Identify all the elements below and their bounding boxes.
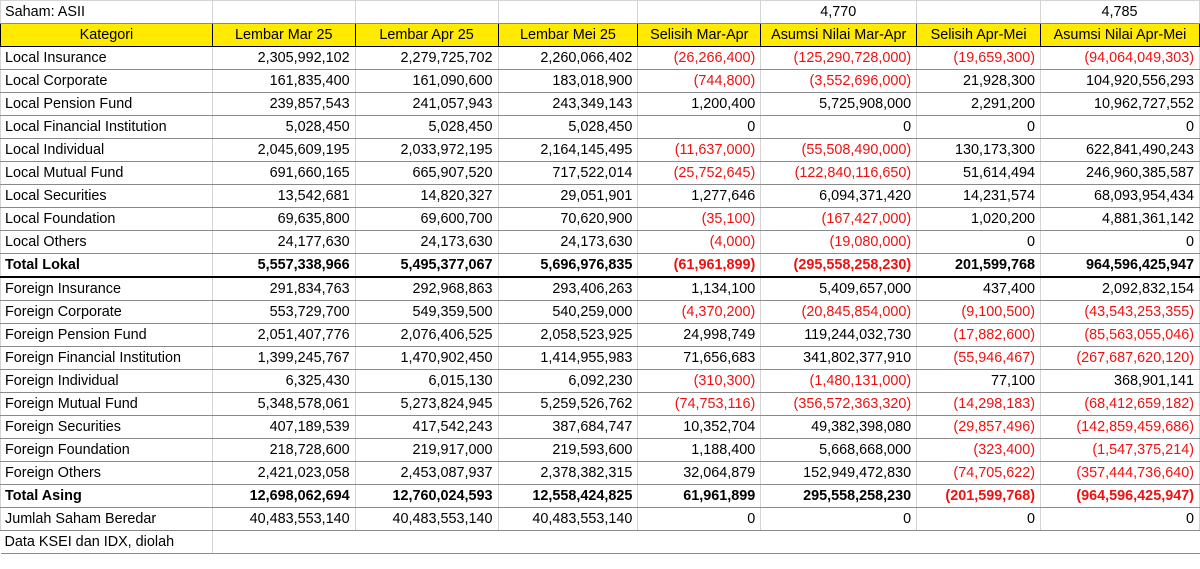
cell-asumsi-mar-apr[interactable]: (356,572,363,320) xyxy=(761,393,917,416)
cell-selisih-apr-mei[interactable]: 1,020,200 xyxy=(917,208,1041,231)
cell-asumsi-apr-mei[interactable]: (85,563,055,046) xyxy=(1041,324,1200,347)
cell-lembar-apr[interactable]: 2,076,406,525 xyxy=(355,324,498,347)
cell-kategori[interactable]: Foreign Insurance xyxy=(1,277,213,301)
empty-cell[interactable] xyxy=(498,531,638,554)
cell-asumsi-mar-apr[interactable]: (20,845,854,000) xyxy=(761,301,917,324)
cell-lembar-mei[interactable]: 243,349,143 xyxy=(498,93,638,116)
table-row xyxy=(1,70,1200,93)
cell-selisih-apr-mei[interactable]: 21,928,300 xyxy=(917,70,1041,93)
cell-selisih-apr-mei[interactable]: 14,231,574 xyxy=(917,185,1041,208)
cell-lembar-mei[interactable]: 24,173,630 xyxy=(498,231,638,254)
cell-selisih-mar-apr[interactable]: (35,100) xyxy=(638,208,761,231)
cell-lembar-mei[interactable]: 40,483,553,140 xyxy=(498,508,638,531)
cell-selisih-mar-apr[interactable]: 32,064,879 xyxy=(638,462,761,485)
cell-lembar-mar[interactable]: 13,542,681 xyxy=(212,185,355,208)
cell-lembar-mar[interactable]: 161,835,400 xyxy=(212,70,355,93)
table-row xyxy=(1,301,1200,324)
sheet-title[interactable]: Saham: ASII xyxy=(1,1,213,24)
table-row xyxy=(1,116,1200,139)
cell-kategori[interactable]: Foreign Pension Fund xyxy=(1,324,213,347)
cell-asumsi-mar-apr[interactable]: (167,427,000) xyxy=(761,208,917,231)
cell-lembar-mei[interactable]: 1,414,955,983 xyxy=(498,347,638,370)
cell-selisih-apr-mei[interactable]: (14,298,183) xyxy=(917,393,1041,416)
cell-asumsi-apr-mei[interactable]: 622,841,490,243 xyxy=(1041,139,1200,162)
cell-lembar-mei[interactable]: 183,018,900 xyxy=(498,70,638,93)
cell-lembar-mei[interactable]: 219,593,600 xyxy=(498,439,638,462)
cell-lembar-apr[interactable]: 5,273,824,945 xyxy=(355,393,498,416)
cell-lembar-apr[interactable]: 12,760,024,593 xyxy=(355,485,498,508)
cell-selisih-apr-mei[interactable]: 51,614,494 xyxy=(917,162,1041,185)
cell-selisih-mar-apr[interactable]: (4,000) xyxy=(638,231,761,254)
cell-lembar-apr[interactable]: 24,173,630 xyxy=(355,231,498,254)
cell-asumsi-mar-apr[interactable]: (1,480,131,000) xyxy=(761,370,917,393)
cell-kategori[interactable]: Total Asing xyxy=(1,485,213,508)
cell-asumsi-apr-mei[interactable]: (1,547,375,214) xyxy=(1041,439,1200,462)
cell-kategori[interactable]: Foreign Securities xyxy=(1,416,213,439)
cell-lembar-apr[interactable]: 5,495,377,067 xyxy=(355,254,498,278)
cell-lembar-mar[interactable]: 24,177,630 xyxy=(212,231,355,254)
cell-asumsi-mar-apr[interactable]: (19,080,000) xyxy=(761,231,917,254)
cell-selisih-apr-mei[interactable]: 130,173,300 xyxy=(917,139,1041,162)
header-asumsi-mar-apr[interactable]: Asumsi Nilai Mar-Apr xyxy=(761,24,917,47)
cell-selisih-apr-mei[interactable]: (17,882,600) xyxy=(917,324,1041,347)
cell-lembar-mar[interactable]: 2,051,407,776 xyxy=(212,324,355,347)
cell-asumsi-apr-mei[interactable]: 68,093,954,434 xyxy=(1041,185,1200,208)
cell-lembar-mei[interactable]: 6,092,230 xyxy=(498,370,638,393)
cell-lembar-mei[interactable]: 5,028,450 xyxy=(498,116,638,139)
table-row xyxy=(1,439,1200,462)
cell-asumsi-apr-mei[interactable]: 246,960,385,587 xyxy=(1041,162,1200,185)
cell-lembar-mar[interactable]: 239,857,543 xyxy=(212,93,355,116)
cell-kategori[interactable]: Foreign Corporate xyxy=(1,301,213,324)
cell-asumsi-apr-mei[interactable]: 4,881,361,142 xyxy=(1041,208,1200,231)
table-row xyxy=(1,185,1200,208)
cell-lembar-apr[interactable]: 69,600,700 xyxy=(355,208,498,231)
cell-kategori[interactable]: Foreign Foundation xyxy=(1,439,213,462)
table-row xyxy=(1,93,1200,116)
cell-lembar-mar[interactable]: 1,399,245,767 xyxy=(212,347,355,370)
title-row xyxy=(1,1,1200,24)
cell-selisih-mar-apr[interactable]: (26,266,400) xyxy=(638,47,761,70)
cell-lembar-mei[interactable]: 540,259,000 xyxy=(498,301,638,324)
cell-kategori[interactable]: Local Pension Fund xyxy=(1,93,213,116)
cell-selisih-apr-mei[interactable]: (201,599,768) xyxy=(917,485,1041,508)
cell-asumsi-apr-mei[interactable]: 104,920,556,293 xyxy=(1041,70,1200,93)
cell-selisih-mar-apr[interactable]: 1,277,646 xyxy=(638,185,761,208)
cell-selisih-apr-mei[interactable]: 2,291,200 xyxy=(917,93,1041,116)
cell-selisih-mar-apr[interactable]: 0 xyxy=(638,116,761,139)
cell-kategori[interactable]: Local Mutual Fund xyxy=(1,162,213,185)
table-row xyxy=(1,508,1200,531)
cell-lembar-apr[interactable]: 665,907,520 xyxy=(355,162,498,185)
cell-asumsi-mar-apr[interactable]: 152,949,472,830 xyxy=(761,462,917,485)
cell-asumsi-mar-apr[interactable]: 6,094,371,420 xyxy=(761,185,917,208)
cell-selisih-apr-mei[interactable]: (9,100,500) xyxy=(917,301,1041,324)
cell-kategori[interactable]: Foreign Financial Institution xyxy=(1,347,213,370)
cell-selisih-mar-apr[interactable]: (25,752,645) xyxy=(638,162,761,185)
cell-asumsi-apr-mei[interactable]: (43,543,253,355) xyxy=(1041,301,1200,324)
table-row xyxy=(1,208,1200,231)
cell-lembar-apr[interactable]: 1,470,902,450 xyxy=(355,347,498,370)
cell-lembar-mar[interactable]: 5,557,338,966 xyxy=(212,254,355,278)
table-row xyxy=(1,47,1200,70)
cell-lembar-mar[interactable]: 2,421,023,058 xyxy=(212,462,355,485)
cell-selisih-mar-apr[interactable]: (4,370,200) xyxy=(638,301,761,324)
cell-asumsi-mar-apr[interactable]: 5,725,908,000 xyxy=(761,93,917,116)
empty-cell[interactable] xyxy=(355,1,498,24)
total-row xyxy=(1,485,1200,508)
table-row xyxy=(1,139,1200,162)
header-row xyxy=(1,24,1200,47)
cell-selisih-mar-apr[interactable]: 1,188,400 xyxy=(638,439,761,462)
cell-lembar-mar[interactable]: 6,325,430 xyxy=(212,370,355,393)
cell-lembar-mar[interactable]: 2,305,992,102 xyxy=(212,47,355,70)
cell-lembar-apr[interactable]: 241,057,943 xyxy=(355,93,498,116)
cell-asumsi-apr-mei[interactable]: (142,859,459,686) xyxy=(1041,416,1200,439)
header-asumsi-apr-mei[interactable]: Asumsi Nilai Apr-Mei xyxy=(1041,24,1200,47)
cell-lembar-mei[interactable]: 2,378,382,315 xyxy=(498,462,638,485)
cell-lembar-mei[interactable]: 2,058,523,925 xyxy=(498,324,638,347)
cell-lembar-mei[interactable]: 2,260,066,402 xyxy=(498,47,638,70)
table-row xyxy=(1,416,1200,439)
header-lembar-mei[interactable]: Lembar Mei 25 xyxy=(498,24,638,47)
cell-selisih-apr-mei[interactable]: (19,659,300) xyxy=(917,47,1041,70)
cell-lembar-mar[interactable]: 291,834,763 xyxy=(212,277,355,301)
cell-asumsi-apr-mei[interactable]: 0 xyxy=(1041,116,1200,139)
cell-lembar-mar[interactable]: 553,729,700 xyxy=(212,301,355,324)
cell-lembar-apr[interactable]: 292,968,863 xyxy=(355,277,498,301)
footnote[interactable]: Data KSEI dan IDX, diolah xyxy=(1,531,213,554)
cell-lembar-apr[interactable]: 161,090,600 xyxy=(355,70,498,93)
cell-asumsi-mar-apr[interactable]: (295,558,258,230) xyxy=(761,254,917,278)
cell-lembar-apr[interactable]: 2,453,087,937 xyxy=(355,462,498,485)
empty-cell[interactable] xyxy=(498,1,638,24)
cell-selisih-mar-apr[interactable]: (310,300) xyxy=(638,370,761,393)
cell-lembar-apr[interactable]: 417,542,243 xyxy=(355,416,498,439)
cell-lembar-mar[interactable]: 40,483,553,140 xyxy=(212,508,355,531)
cell-kategori[interactable]: Total Lokal xyxy=(1,254,213,278)
cell-selisih-apr-mei[interactable]: 0 xyxy=(917,116,1041,139)
cell-selisih-apr-mei[interactable]: (29,857,496) xyxy=(917,416,1041,439)
cell-lembar-mei[interactable]: 293,406,263 xyxy=(498,277,638,301)
cell-lembar-mar[interactable]: 218,728,600 xyxy=(212,439,355,462)
header-selisih-apr-mei[interactable]: Selisih Apr-Mei xyxy=(917,24,1041,47)
cell-lembar-mei[interactable]: 387,684,747 xyxy=(498,416,638,439)
cell-kategori[interactable]: Foreign Others xyxy=(1,462,213,485)
cell-selisih-mar-apr[interactable]: (11,637,000) xyxy=(638,139,761,162)
cell-selisih-mar-apr[interactable]: 1,134,100 xyxy=(638,277,761,301)
cell-lembar-mar[interactable]: 69,635,800 xyxy=(212,208,355,231)
cell-kategori[interactable]: Jumlah Saham Beredar xyxy=(1,508,213,531)
cell-asumsi-apr-mei[interactable]: (964,596,425,947) xyxy=(1041,485,1200,508)
cell-selisih-apr-mei[interactable]: (323,400) xyxy=(917,439,1041,462)
header-lembar-apr[interactable]: Lembar Apr 25 xyxy=(355,24,498,47)
cell-asumsi-apr-mei[interactable]: 368,901,141 xyxy=(1041,370,1200,393)
cell-lembar-mei[interactable]: 70,620,900 xyxy=(498,208,638,231)
cell-selisih-mar-apr[interactable]: (74,753,116) xyxy=(638,393,761,416)
cell-lembar-apr[interactable]: 40,483,553,140 xyxy=(355,508,498,531)
spreadsheet-body xyxy=(1,1,1200,554)
cell-asumsi-mar-apr[interactable]: 341,802,377,910 xyxy=(761,347,917,370)
table-row xyxy=(1,162,1200,185)
cell-asumsi-apr-mei[interactable]: 964,596,425,947 xyxy=(1041,254,1200,278)
cell-kategori[interactable]: Local Corporate xyxy=(1,70,213,93)
cell-selisih-apr-mei[interactable]: 0 xyxy=(917,508,1041,531)
table-row xyxy=(1,347,1200,370)
cell-kategori[interactable]: Local Insurance xyxy=(1,47,213,70)
cell-asumsi-mar-apr[interactable]: (125,290,728,000) xyxy=(761,47,917,70)
cell-selisih-mar-apr[interactable]: (744,800) xyxy=(638,70,761,93)
header-lembar-mar[interactable]: Lembar Mar 25 xyxy=(212,24,355,47)
cell-lembar-apr[interactable]: 14,820,327 xyxy=(355,185,498,208)
cell-lembar-mar[interactable]: 2,045,609,195 xyxy=(212,139,355,162)
cell-kategori[interactable]: Foreign Individual xyxy=(1,370,213,393)
table-row xyxy=(1,370,1200,393)
footnote-row xyxy=(1,531,1200,554)
cell-selisih-mar-apr[interactable]: 61,961,899 xyxy=(638,485,761,508)
cell-asumsi-mar-apr[interactable]: 119,244,032,730 xyxy=(761,324,917,347)
total-row xyxy=(1,254,1200,278)
table-row xyxy=(1,231,1200,254)
header-kategori[interactable]: Kategori xyxy=(1,24,213,47)
cell-asumsi-mar-apr[interactable]: 49,382,398,080 xyxy=(761,416,917,439)
cell-asumsi-apr-mei[interactable]: (94,064,049,303) xyxy=(1041,47,1200,70)
table-row xyxy=(1,277,1200,301)
cell-asumsi-apr-mei[interactable]: 0 xyxy=(1041,231,1200,254)
empty-cell[interactable] xyxy=(917,1,1041,24)
table-row xyxy=(1,393,1200,416)
cell-lembar-mar[interactable]: 5,348,578,061 xyxy=(212,393,355,416)
empty-cell[interactable] xyxy=(355,531,498,554)
empty-cell[interactable] xyxy=(761,531,917,554)
cell-kategori[interactable]: Local Securities xyxy=(1,185,213,208)
cell-asumsi-mar-apr[interactable]: (3,552,696,000) xyxy=(761,70,917,93)
cell-lembar-mar[interactable]: 5,028,450 xyxy=(212,116,355,139)
cell-lembar-mar[interactable]: 12,698,062,694 xyxy=(212,485,355,508)
cell-lembar-apr[interactable]: 2,033,972,195 xyxy=(355,139,498,162)
cell-asumsi-mar-apr[interactable]: (55,508,490,000) xyxy=(761,139,917,162)
cell-asumsi-apr-mei[interactable]: (357,444,736,640) xyxy=(1041,462,1200,485)
cell-selisih-mar-apr[interactable]: 1,200,400 xyxy=(638,93,761,116)
cell-asumsi-mar-apr[interactable]: 295,558,258,230 xyxy=(761,485,917,508)
cell-asumsi-apr-mei[interactable]: 2,092,832,154 xyxy=(1041,277,1200,301)
cell-lembar-apr[interactable]: 549,359,500 xyxy=(355,301,498,324)
price-apr-cell[interactable]: 4,770 xyxy=(761,1,917,24)
cell-lembar-mar[interactable]: 407,189,539 xyxy=(212,416,355,439)
empty-cell[interactable] xyxy=(638,531,761,554)
cell-lembar-mei[interactable]: 2,164,145,495 xyxy=(498,139,638,162)
table-row xyxy=(1,324,1200,347)
cell-kategori[interactable]: Local Financial Institution xyxy=(1,116,213,139)
cell-lembar-mar[interactable]: 691,660,165 xyxy=(212,162,355,185)
empty-cell[interactable] xyxy=(212,1,355,24)
cell-asumsi-apr-mei[interactable]: (68,412,659,182) xyxy=(1041,393,1200,416)
table-row xyxy=(1,462,1200,485)
cell-lembar-mei[interactable]: 5,259,526,762 xyxy=(498,393,638,416)
cell-asumsi-apr-mei[interactable]: 0 xyxy=(1041,508,1200,531)
cell-kategori[interactable]: Local Foundation xyxy=(1,208,213,231)
cell-lembar-mei[interactable]: 12,558,424,825 xyxy=(498,485,638,508)
cell-kategori[interactable]: Local Others xyxy=(1,231,213,254)
cell-selisih-apr-mei[interactable]: (74,705,622) xyxy=(917,462,1041,485)
cell-lembar-mei[interactable]: 29,051,901 xyxy=(498,185,638,208)
cell-selisih-apr-mei[interactable]: 201,599,768 xyxy=(917,254,1041,278)
cell-lembar-apr[interactable]: 5,028,450 xyxy=(355,116,498,139)
cell-asumsi-mar-apr[interactable]: 5,668,668,000 xyxy=(761,439,917,462)
cell-lembar-apr[interactable]: 2,279,725,702 xyxy=(355,47,498,70)
cell-asumsi-mar-apr[interactable]: 0 xyxy=(761,116,917,139)
empty-cell[interactable] xyxy=(638,1,761,24)
cell-selisih-apr-mei[interactable]: (55,946,467) xyxy=(917,347,1041,370)
cell-selisih-mar-apr[interactable]: 24,998,749 xyxy=(638,324,761,347)
cell-lembar-apr[interactable]: 6,015,130 xyxy=(355,370,498,393)
cell-selisih-mar-apr[interactable]: 0 xyxy=(638,508,761,531)
cell-lembar-apr[interactable]: 219,917,000 xyxy=(355,439,498,462)
cell-selisih-mar-apr[interactable]: 71,656,683 xyxy=(638,347,761,370)
cell-kategori[interactable]: Local Individual xyxy=(1,139,213,162)
cell-lembar-mei[interactable]: 5,696,976,835 xyxy=(498,254,638,278)
cell-selisih-mar-apr[interactable]: (61,961,899) xyxy=(638,254,761,278)
cell-kategori[interactable]: Foreign Mutual Fund xyxy=(1,393,213,416)
cell-selisih-apr-mei[interactable]: 77,100 xyxy=(917,370,1041,393)
cell-selisih-apr-mei[interactable]: 0 xyxy=(917,231,1041,254)
cell-selisih-apr-mei[interactable]: 437,400 xyxy=(917,277,1041,301)
price-mei-cell[interactable]: 4,785 xyxy=(1041,1,1200,24)
cell-asumsi-mar-apr[interactable]: 5,409,657,000 xyxy=(761,277,917,301)
empty-cell[interactable] xyxy=(212,531,355,554)
cell-asumsi-mar-apr[interactable]: (122,840,116,650) xyxy=(761,162,917,185)
cell-asumsi-mar-apr[interactable]: 0 xyxy=(761,508,917,531)
header-selisih-mar-apr[interactable]: Selisih Mar-Apr xyxy=(638,24,761,47)
cell-asumsi-apr-mei[interactable]: 10,962,727,552 xyxy=(1041,93,1200,116)
empty-cell[interactable] xyxy=(1041,531,1200,554)
cell-asumsi-apr-mei[interactable]: (267,687,620,120) xyxy=(1041,347,1200,370)
cell-lembar-mei[interactable]: 717,522,014 xyxy=(498,162,638,185)
cell-selisih-mar-apr[interactable]: 10,352,704 xyxy=(638,416,761,439)
empty-cell[interactable] xyxy=(917,531,1041,554)
